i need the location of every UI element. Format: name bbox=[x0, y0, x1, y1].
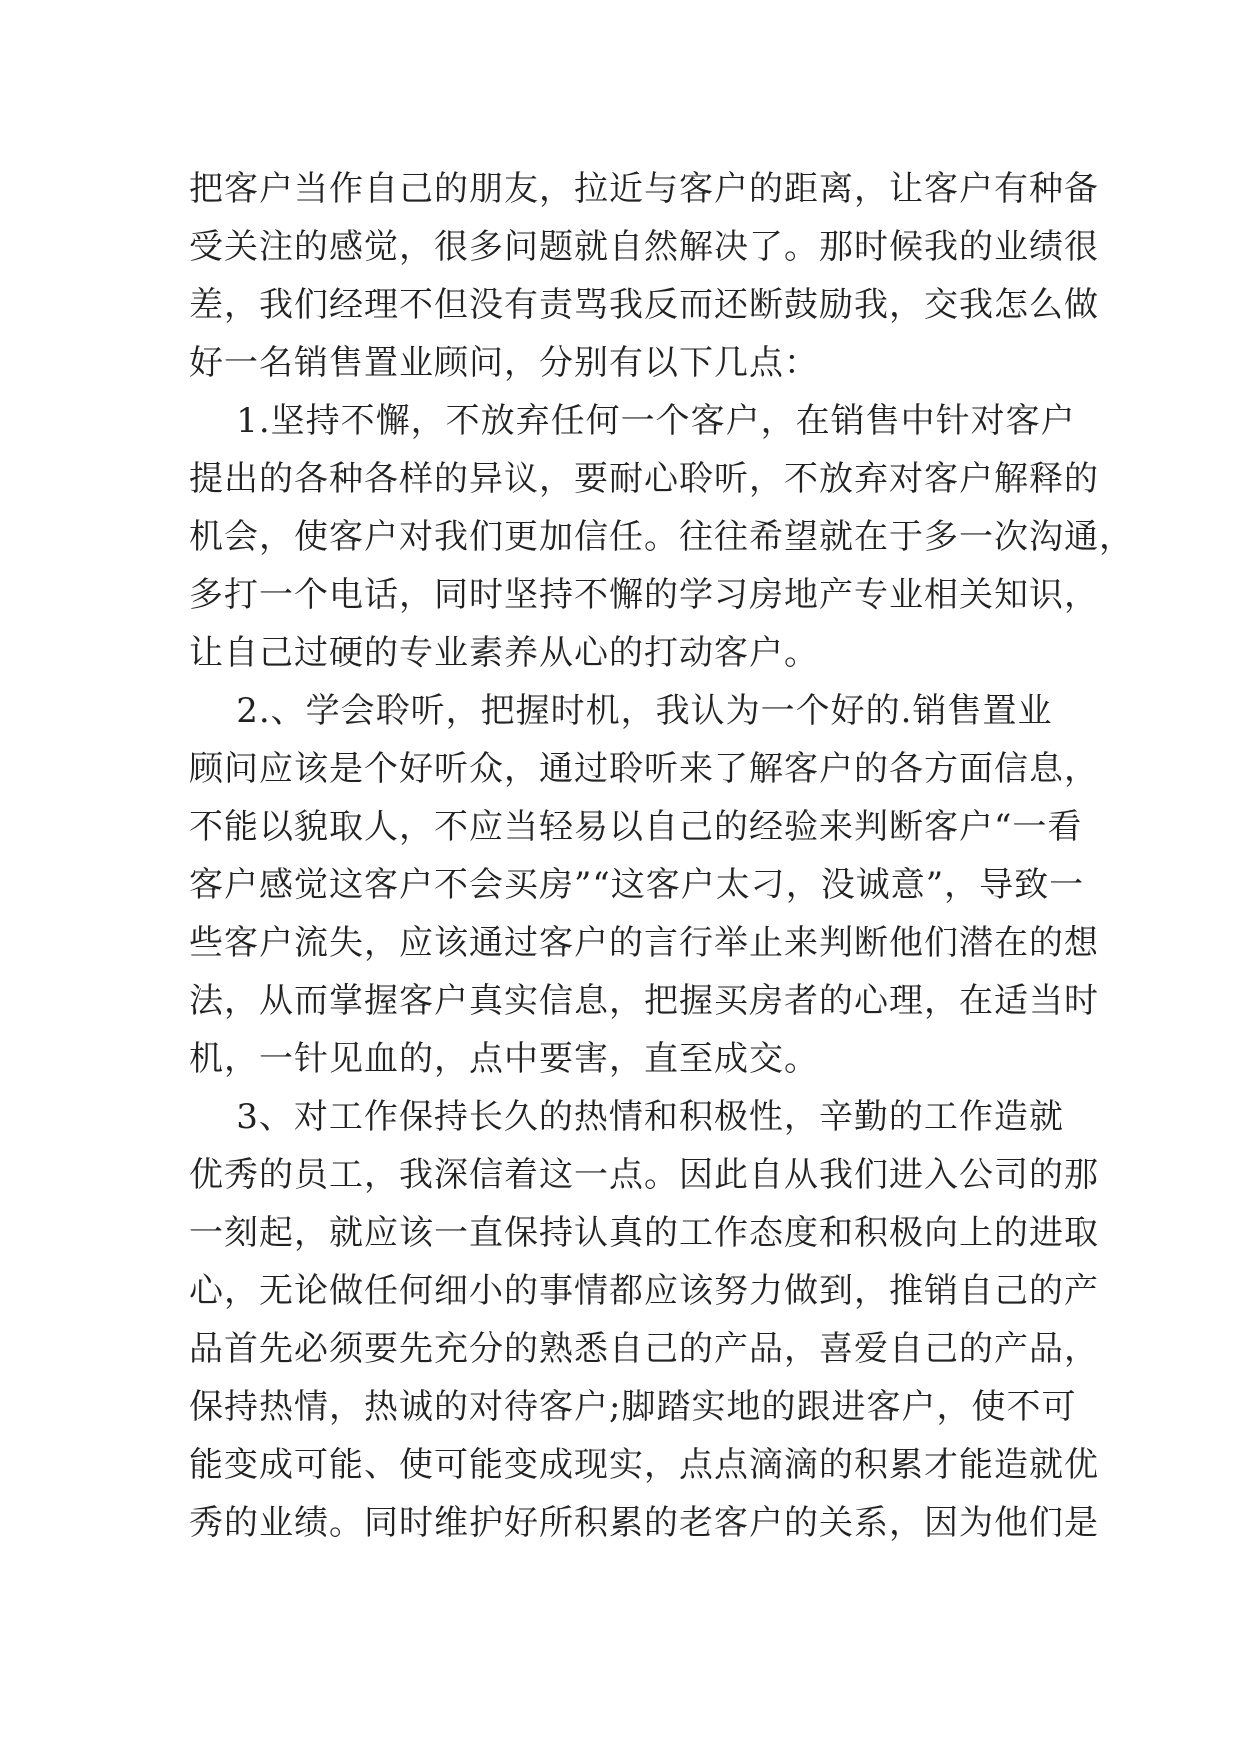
text-line-22: 保持热情，热诚的对待客户;脚踏实地的跟进客户，使不可 bbox=[189, 1387, 1077, 1427]
text-line-19: 一刻起，就应该一直保持认真的工作态度和积极向上的进取 bbox=[189, 1213, 1099, 1253]
text-line-16: 机，一针见血的，点中要害，直至成交。 bbox=[189, 1039, 819, 1079]
text-line-12: 不能以貌取人，不应当轻易以自己的经验来判断客户“一看 bbox=[189, 807, 1083, 847]
text-line-15: 法，从而掌握客户真实信息，把握买房者的心理，在适当时 bbox=[189, 981, 1099, 1021]
text-line-18: 优秀的员工，我深信着这一点。因此自从我们进入公司的那 bbox=[189, 1155, 1099, 1195]
text-line-7: 机会，使客户对我们更加信任。往往希望就在于多一次沟通， bbox=[189, 517, 1134, 557]
text-line-4: 好一名销售置业顾问，分别有以下几点： bbox=[189, 343, 819, 383]
text-line-5: 1.坚持不懈，不放弃任何一个客户，在销售中针对客户 bbox=[189, 401, 1076, 441]
text-line-11: 顾问应该是个好听众，通过聆听来了解客户的各方面信息， bbox=[189, 749, 1099, 789]
text-line-6: 提出的各种各样的异议，要耐心聆听，不放弃对客户解释的 bbox=[189, 459, 1099, 499]
text-line-3: 差，我们经理不但没有责骂我反而还断鼓励我，交我怎么做 bbox=[189, 285, 1099, 325]
text-line-21: 品首先必须要先充分的熟悉自己的产品，喜爱自己的产品， bbox=[189, 1329, 1099, 1369]
text-line-2: 受关注的感觉，很多问题就自然解决了。那时候我的业绩很 bbox=[189, 227, 1099, 267]
text-line-9: 让自己过硬的专业素养从心的打动客户。 bbox=[189, 633, 819, 673]
text-line-14: 些客户流失，应该通过客户的言行举止来判断他们潜在的想 bbox=[189, 923, 1099, 963]
text-line-23: 能变成可能、使可能变成现实，点点滴滴的积累才能造就优 bbox=[189, 1445, 1099, 1485]
text-line-13: 客户感觉这客户不会买房”“这客户太刁，没诚意”，导致一 bbox=[189, 865, 1085, 905]
text-line-10: 2.、学会聆听，把握时机，我认为一个好的.销售置业 bbox=[189, 691, 1053, 731]
text-line-1: 把客户当作自己的朋友，拉近与客户的距离，让客户有种备 bbox=[189, 169, 1099, 209]
body-text bbox=[189, 160, 1134, 1552]
text-line-8: 多打一个电话，同时坚持不懈的学习房地产专业相关知识， bbox=[189, 575, 1099, 615]
text-line-17: 3、对工作保持长久的热情和积极性，辛勤的工作造就 bbox=[189, 1097, 1064, 1137]
text-line-24: 秀的业绩。同时维护好所积累的老客户的关系，因为他们是 bbox=[189, 1503, 1099, 1543]
text-line-20: 心，无论做任何细小的事情都应该努力做到，推销自己的产 bbox=[189, 1271, 1099, 1311]
